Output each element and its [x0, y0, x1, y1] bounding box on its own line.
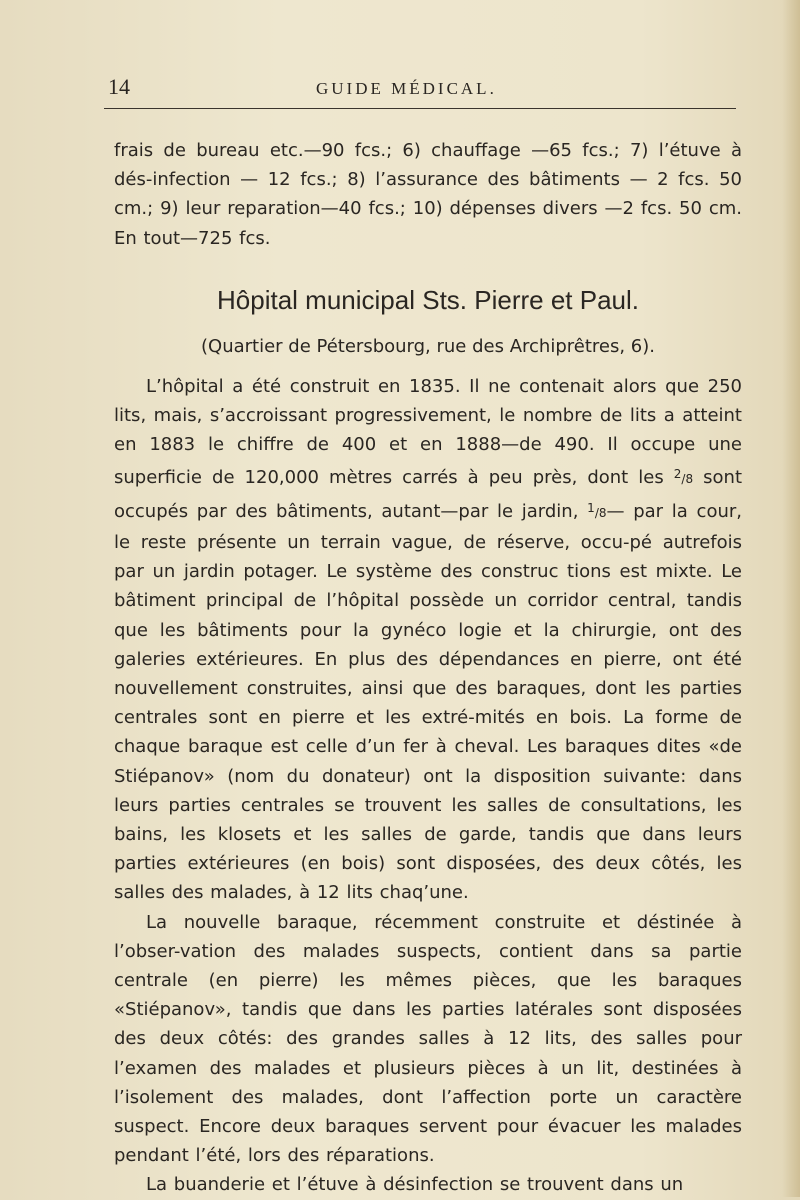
- paragraph-laundry: La buanderie et l’étuve à désinfection se trouvent dans un: [146, 1174, 684, 1196]
- paragraph-history-part-a: L’hôpital a été construit en 1835. Il ne contenait alors que 250 lits, mais, s’accroissant progressivement, le nombre de lits a atteint en 1883 le chiffre de 400 et en 1888—de 490. Il occupe une superficie de 120,000 mètres carrés à peu près, dont les: [114, 376, 742, 488]
- intro-paragraph: frais de bureau etc.—90 fcs.; 6) chauffage —65 fcs.; 7) l’étuve à dés-infection — 12 fcs.; 8) l’assurance des bâtiments — 2 fcs. 50 cm.; 9) leur reparation—40 fcs.; 10) dépenses divers —2 fcs. 50 cm. En tout—725 fcs.: [114, 140, 742, 249]
- page-edge-shadow: [782, 0, 800, 1197]
- section-subtitle: (Quartier de Pétersbourg, rue des Archiprêtres, 6).: [201, 336, 655, 357]
- section-title: Hôpital municipal Sts. Pierre et Paul.: [217, 285, 639, 315]
- header-rule: [104, 108, 736, 109]
- fraction-one-eighth-numerator: 1: [587, 500, 595, 515]
- running-title: GUIDE MÉDICAL.: [316, 79, 497, 98]
- paragraph-history-part-c: — par la cour, le reste présente un terrain vague, de réserve, occu-pé autrefois par un jardin potager. Le système des construc tions est mixte. Le bâtiment principal de l’hôpital possède un corridor central, tandis que les bâtiments pour la gynéco logie et la chirurgie, ont des galeries extérieures. En plus des dépendances en pierre, ont été nouvellement construites, ainsi que des baraques, dont les parties centrales sont en pierre et les extré-mités en bois. La forme de chaque baraque est celle d’un fer à cheval. Les baraques dites «de Stiépanov» (nom du donateur) ont la disposition suivante: dans leurs parties centrales se trouvent les salles de consultations, les bains, les klosets et les salles de garde, tandis que dans leurs parties extérieures (en bois) sont disposées, des deux côtés, les salles des malades, à 12 lits chaq’une.: [114, 500, 742, 904]
- intro-block: [114, 136, 742, 253]
- fraction-two-eighths-denominator: /8: [681, 471, 694, 486]
- fraction-one-eighth-denominator: /8: [594, 505, 607, 520]
- paragraph-new-barrack: La nouvelle baraque, récemment construite et déstinée à l’obser-vation des malades suspects, contient dans sa partie centrale (en pierre) les mêmes pièces, que les baraques «Stiépanov», tandis que dans les parties latérales sont disposées des deux côtés: des grandes salles à 12 lits, des salles pour l’examen des malades et plusieurs pièces à un lit, destinées à l’isolement des malades, dont l’affection porte un caractère suspect. Encore deux baraques servent pour évacuer les malades pendant l’été, lors des réparations.: [114, 911, 742, 1167]
- body-block: [114, 372, 742, 1200]
- fraction-two-eighths-numerator: 2: [673, 466, 682, 481]
- paragraph-history-part-b: sont occupés par des bâtiments, autant—par le jardin,: [114, 466, 742, 522]
- page-number: 14: [108, 74, 130, 99]
- paragraph-history: [114, 372, 742, 908]
